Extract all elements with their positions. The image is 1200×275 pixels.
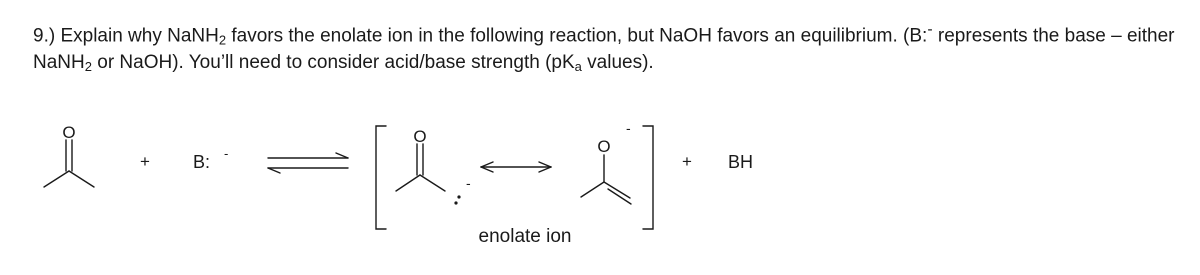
subscript-2: 2 — [218, 32, 227, 48]
conjugate-acid-label: BH — [728, 152, 754, 172]
base-charge: - — [224, 146, 229, 161]
base-label: B: — [193, 152, 211, 172]
left-bracket — [376, 126, 386, 229]
plus-sign: + — [140, 152, 150, 171]
question-text-part: values). — [581, 52, 654, 74]
reactant-oxygen-label: O — [62, 123, 76, 142]
carbanion-structure — [396, 144, 445, 191]
acetone-structure — [44, 140, 94, 187]
subscript-a: a — [574, 59, 582, 75]
question-text-part: represents the base – either NaNH — [33, 25, 1175, 74]
base-charge-superscript: - — [927, 21, 933, 38]
alkoxide-charge: - — [626, 120, 631, 136]
lone-pair-dots — [454, 195, 460, 204]
subscript-2: 2 — [84, 59, 92, 75]
question-text-part: favors the enolate ion in the following reaction, but NaOH favors an equilibrium. (B: — [226, 25, 928, 47]
carbanion-oxygen-label: O — [413, 127, 427, 146]
enolate-ion-label: enolate ion — [478, 226, 572, 247]
question-text-part: 9.) Explain why NaNH — [33, 25, 219, 47]
resonance-arrow — [481, 162, 551, 172]
carbanion-charge: - — [466, 175, 471, 191]
alkoxide-structure — [581, 155, 631, 204]
equilibrium-arrows — [268, 153, 348, 173]
alkoxide-oxygen-label: O — [597, 137, 611, 156]
question-text-part: or NaOH). You’ll need to consider acid/base strength (pK — [91, 52, 575, 74]
plus-sign: + — [682, 152, 692, 171]
right-bracket — [643, 126, 653, 229]
